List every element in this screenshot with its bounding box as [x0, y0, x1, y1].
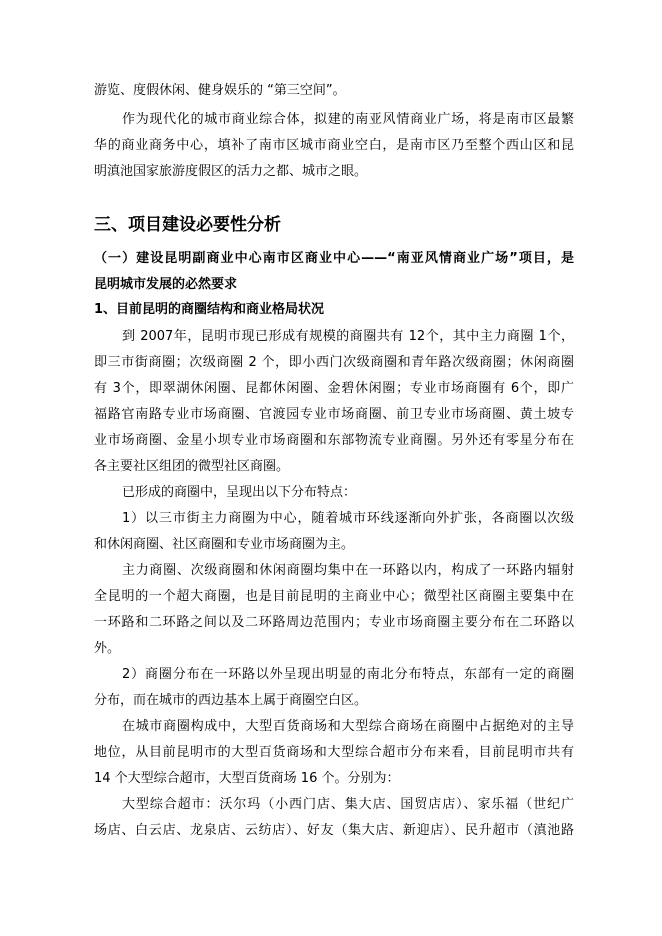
paragraph-line: 外。: [94, 641, 121, 656]
paragraph-line: 一环路和二环路之间以及二环路周边范围内；专业市场商圈主要分布在二环路以: [94, 615, 574, 630]
paragraph-line: 场店、白云店、龙泉店、云纺店）、好友（集大店、新迎店）、民升超市（滇池路: [94, 823, 574, 838]
paragraph-line: 业市场商圈、金星小坝专业市场商圈和东部物流专业商圈。另外还有零星分布在: [94, 433, 574, 448]
subsection-heading: 昆明城市发展的必然要求: [94, 277, 238, 292]
section-heading: 三、项目建设必要性分析: [94, 215, 281, 235]
paragraph-line: 2）商圈分布在一环路以外呈现出明显的南北分布特点，东部有一定的商圈: [122, 667, 574, 682]
paragraph-line: 到 2007年，昆明市现已形成有规模的商圈共有 12个，其中主力商圈 1个，: [122, 329, 574, 344]
paragraph-line: 明滇池国家旅游度假区的活力之都、城市之眼。: [94, 164, 368, 179]
paragraph-line: 游览、度假休闲、健身娱乐的 “第三空间”。: [94, 83, 346, 98]
paragraph-line: 即三市街商圈；次级商圈 2 个，即小西门次级商圈和青年路次级商圈；休闲商圈: [94, 355, 574, 370]
paragraph-line: 各主要社区组团的微型社区商圈。: [94, 459, 290, 474]
paragraph-line: 全昆明的一个超大商圈，也是目前昆明的主商业中心；微型社区商圈主要集中在: [94, 589, 574, 604]
paragraph-line: 在城市商圈构成中，大型百货商场和大型综合商场在商圈中占据绝对的主导: [122, 719, 574, 734]
paragraph-line: 已形成的商圈中，呈现出以下分布特点：: [122, 485, 357, 500]
paragraph-line: 作为现代化的城市商业综合体，拟建的南亚风情商业广场，将是南市区最繁: [122, 112, 574, 127]
paragraph-line: 有 3个，即翠湖休闲圈、昆都休闲圈、金碧休闲圈；专业市场商圈有 6个，即广: [94, 381, 574, 396]
paragraph-line: 福路官南路专业市场商圈、官渡园专业市场商圈、前卫专业市场商圈、黄土坡专: [94, 407, 574, 422]
paragraph-line: 和休闲商圈、社区商圈和专业市场商圈为主。: [94, 537, 355, 552]
paragraph-line: 地位，从目前昆明市的大型百货商场和大型综合超市分布来看，目前昆明市共有: [94, 745, 574, 760]
subsection-heading: （一）建设昆明副商业中心南市区商业中心——“南亚风情商业广场”项目，是: [94, 251, 574, 266]
paragraph-line: 主力商圈、次级商圈和休闲商圈均集中在一环路以内，构成了一环路内辐射: [122, 563, 574, 578]
subsection-heading: 1、目前昆明的商圈结构和商业格局状况: [94, 302, 325, 317]
paragraph-line: 分布，而在城市的西边基本上属于商圈空白区。: [94, 693, 368, 708]
paragraph-line: 大型综合超市：沃尔玛（小西门店、集大店、国贸店店）、家乐福（世纪广: [122, 797, 574, 812]
paragraph-line: 1）以三市街主力商圈为中心，随着城市环线逐渐向外扩张，各商圈以次级: [122, 511, 574, 526]
paragraph-line: 华的商业商务中心，填补了南市区城市商业空白，是南市区乃至整个西山区和昆: [94, 138, 574, 153]
paragraph-line: 14 个大型综合超市，大型百货商场 16 个。分别为：: [94, 771, 400, 786]
